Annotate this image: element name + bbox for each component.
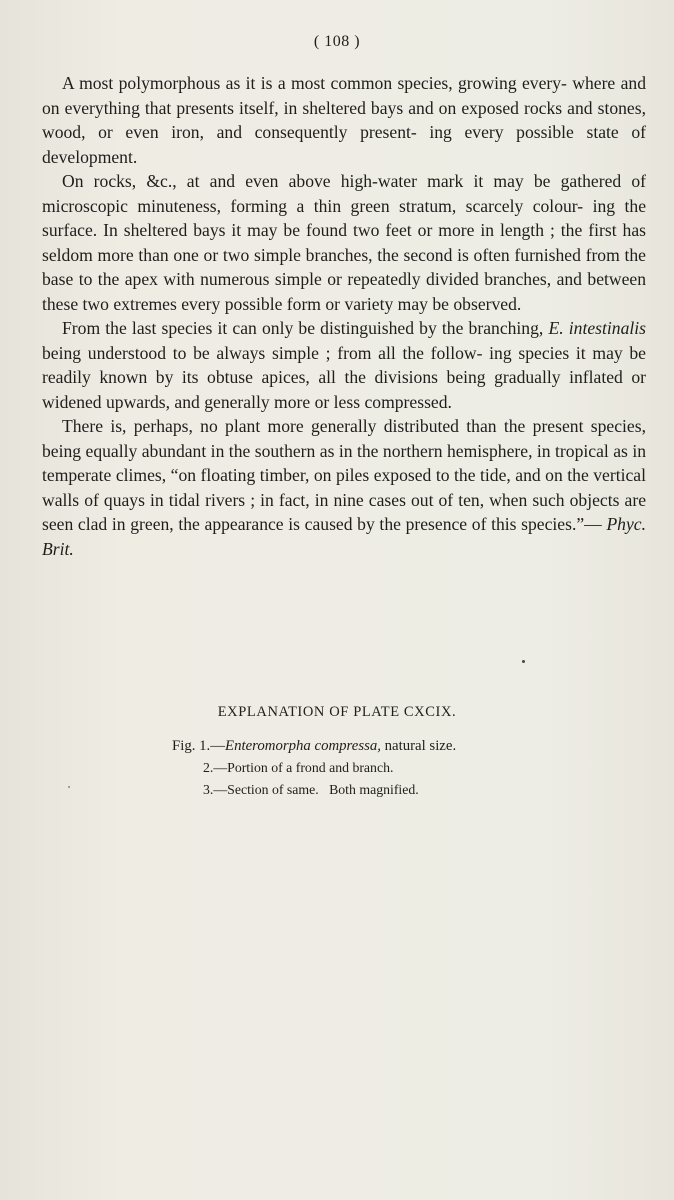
text-line: in green, the appearance is caused by the presence of this species.”— [111,514,602,534]
figure-1-caption [172,736,592,757]
body-text [42,71,646,561]
text-line: From the last species it can only be distinguished by the branching, [62,318,544,338]
text-line: being gradually inflated or widened upwards, and generally more or less [42,367,646,412]
text-line: piles exposed to the tide, and on the vertical walls of quays in tidal [42,465,646,510]
citation: Phyc. Brit. [42,514,646,559]
figure-text: 2.—Portion of a frond and branch. [203,760,394,775]
figure-2-caption [172,757,592,779]
text-line: every possible form or variety may be observed. [181,293,522,314]
paragraph-4 [42,414,646,561]
text-line: length ; the first has seldom more than one or two simple branches, the [42,220,646,265]
species-name-italic: E. intestinalis [548,318,646,338]
text-line: ing every possible state of development. [42,122,646,167]
text-line: ing the surface. In sheltered bays it may be found two feet or more in [42,195,646,240]
figure-3-caption [172,779,592,801]
text-line: where and on everything that presents itself, in sheltered bays and on [42,73,646,118]
text-line: A most polymorphous as it is a most common species, growing every- [62,73,567,93]
text-line: ing species it may be readily known by its obtuse apices, all the divisions [42,342,646,387]
text-line: There is, perhaps, no plant more generally distributed than the present [62,416,584,436]
figure-text: 3.—Section of same. Both magnified. [203,782,419,797]
paper-speck [68,786,70,788]
text-line: rivers ; in fact, in nine cases out of ten, when such objects are seen clad [42,489,647,534]
text-line: species, being equally abundant in the southern as in the northern [42,416,646,461]
figure-text: natural size. [380,738,457,754]
paragraph-1 [42,71,646,169]
species-name-italic: Enteromorpha compressa, [225,738,381,754]
text-line: simple or repeatedly divided branches, and between these two extremes [42,269,647,314]
text-line: second is often furnished from the base to the apex with numerous [42,244,646,289]
text-line: hemisphere, in tropical as in temperate climes, “on floating timber, on [42,440,646,485]
text-line: compressed. [364,391,452,412]
plate-heading: EXPLANATION OF PLATE CXCIX. [217,704,457,720]
figure-explanations [172,736,592,801]
paragraph-3 [42,316,646,414]
page-number: ( 108 ) [313,33,361,50]
text-line: of microscopic minuteness, forming a thin green stratum, scarcely colour- [42,171,646,216]
paper-speck [522,660,525,663]
text-line: being understood to be always simple ; from all the follow- [42,342,483,363]
text-line: On rocks, &c., at and even above high-water mark it may be gathered [62,171,622,191]
figure-label: Fig. 1.— [172,738,226,754]
paragraph-2 [42,169,646,316]
text-line: exposed rocks and stones, wood, or even iron, and consequently present- [42,97,646,142]
